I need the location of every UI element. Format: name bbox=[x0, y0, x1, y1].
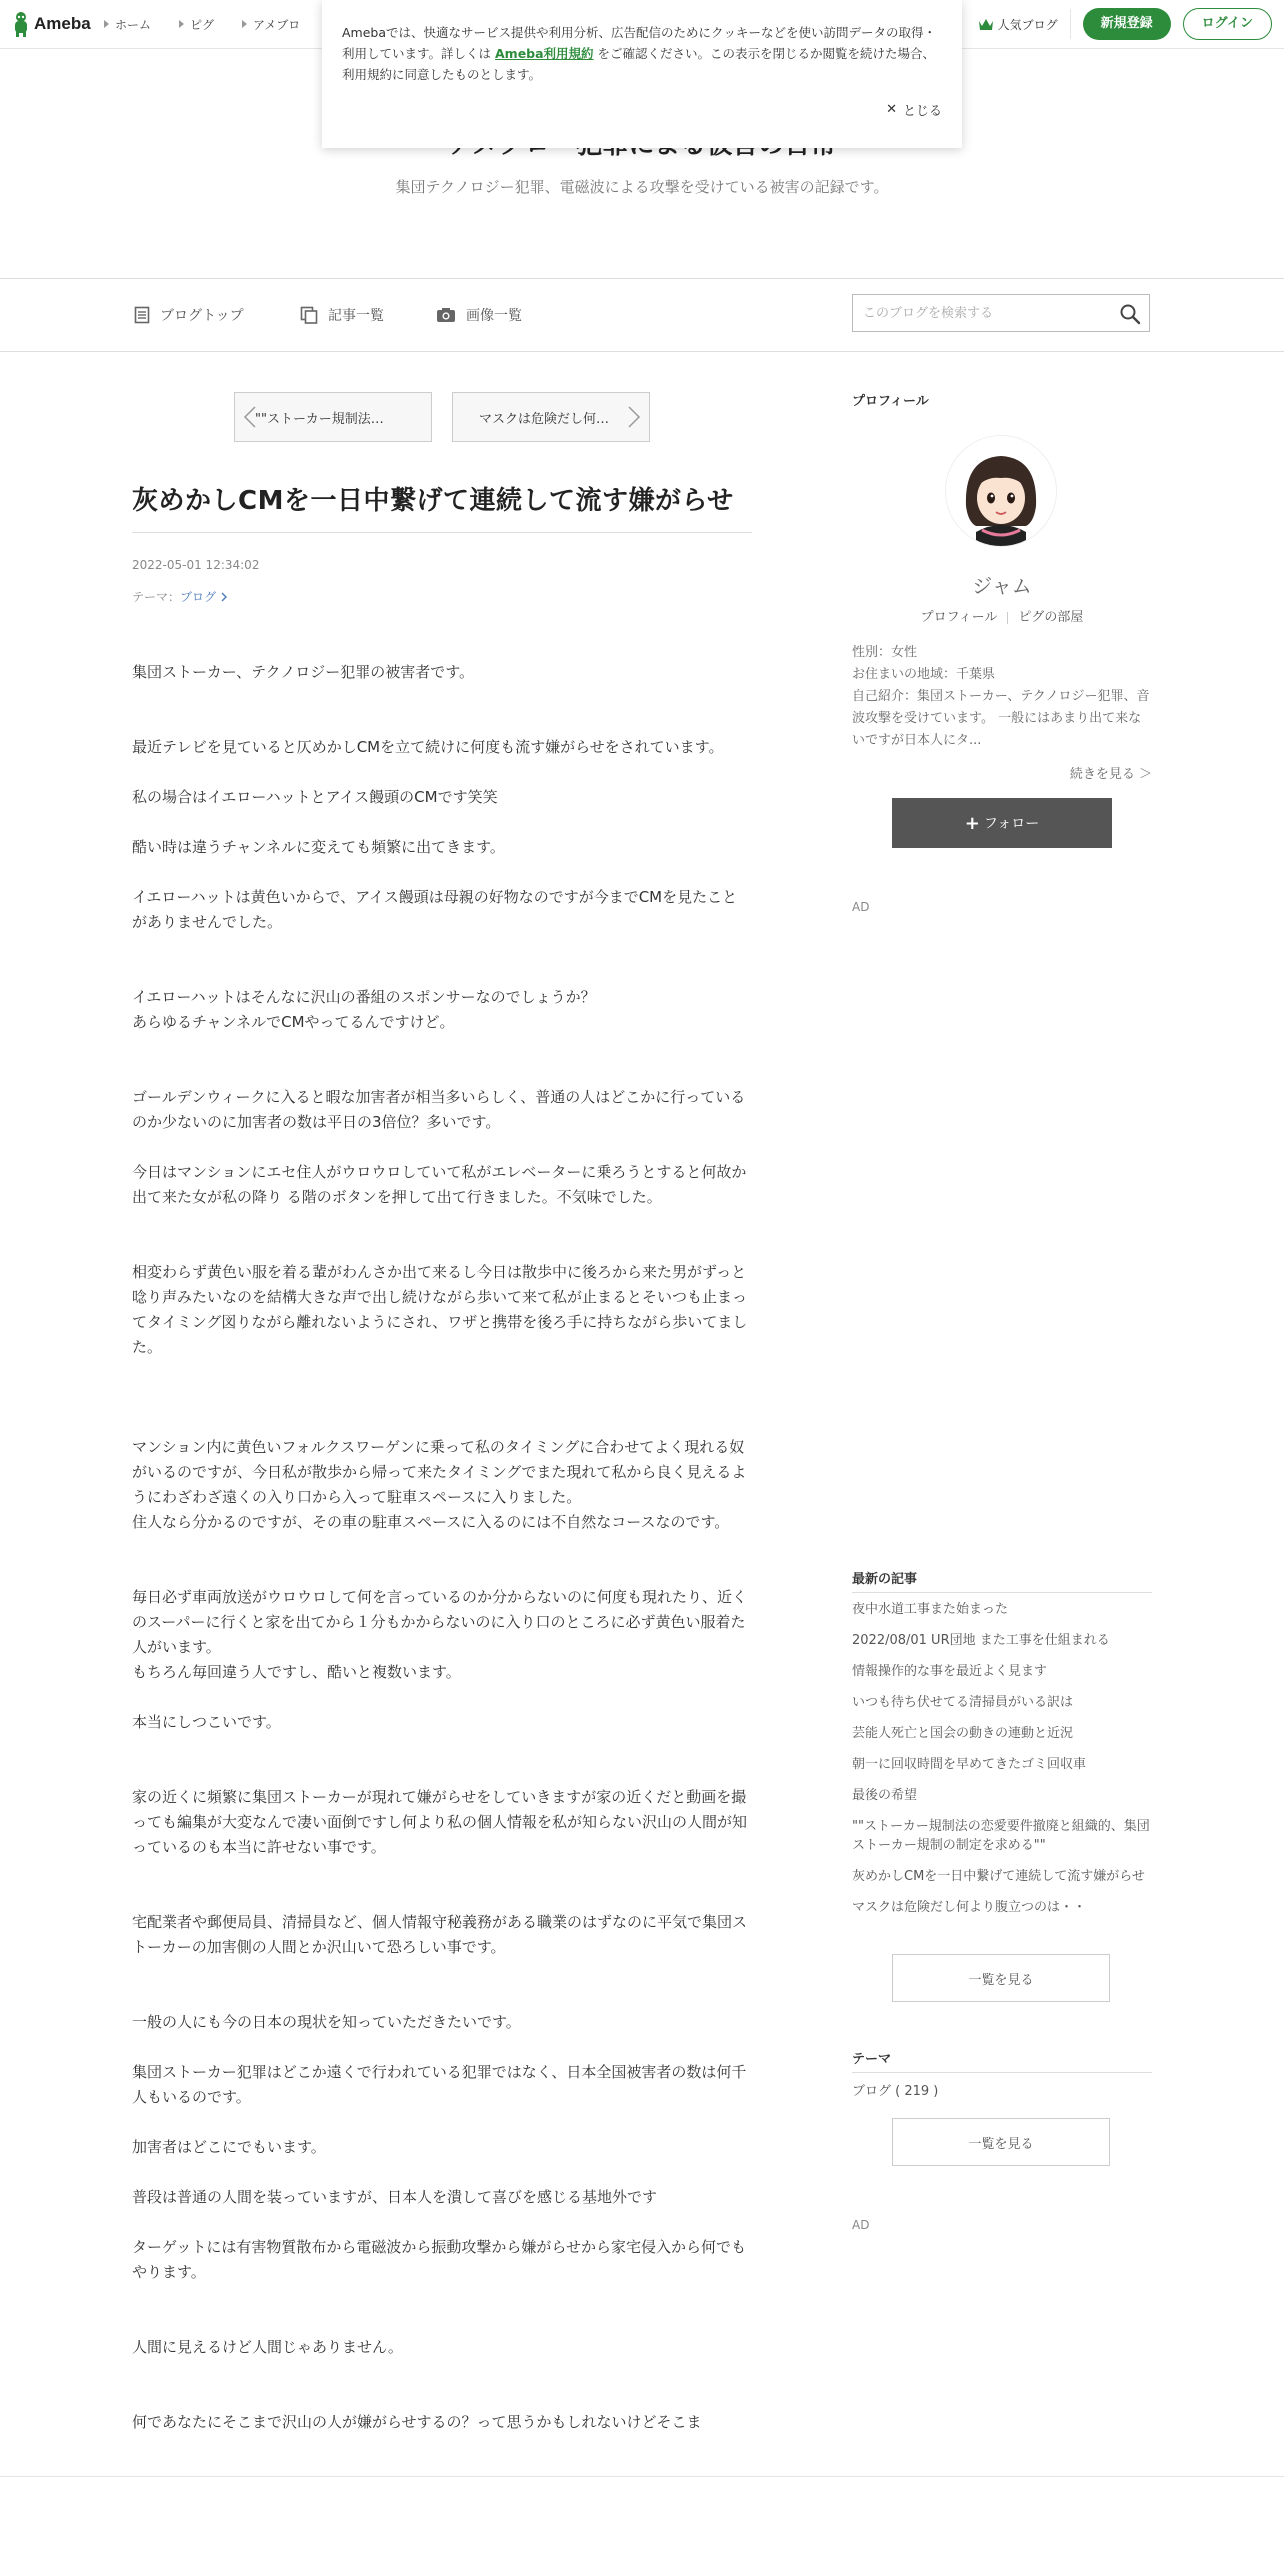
crown-icon bbox=[978, 17, 994, 31]
entry-paragraph: 本当にしつこいです。 bbox=[132, 1713, 281, 1731]
recent-entry-link[interactable]: 芸能人死亡と国会の動きの連動と近況 bbox=[852, 1726, 1074, 1741]
nav-ameblo[interactable] bbox=[242, 16, 300, 33]
ameba-logo[interactable] bbox=[12, 10, 91, 38]
entry-paragraph: 人間に見えるけど人間じゃありません。 bbox=[132, 2338, 403, 2356]
entry-title: 灰めかしCMを一日中繋げて連続して流す嫌がらせ bbox=[132, 486, 734, 516]
entry-paragraph: 何であなたにそこまで沢山の人が嫌がらせするの？って思うかもしれないけどそこま bbox=[132, 2413, 702, 2431]
recent-heading: 最新の記事 bbox=[852, 1572, 918, 1587]
section-divider bbox=[852, 2072, 1152, 2073]
nav-home[interactable] bbox=[104, 16, 151, 33]
register-button[interactable]: 新規登録 bbox=[1083, 8, 1171, 40]
entry-paragraph: イエローハットは黄色いからで、アイス饅頭は母親の好物なのですが今までCMを見たことがありませんでした。 bbox=[132, 888, 738, 931]
entry-paragraph: 一般の人にも今の日本の現状を知っていただきたいです。 bbox=[132, 2013, 521, 2031]
profile-link[interactable]: プロフィール bbox=[920, 610, 998, 625]
recent-entry-link[interactable]: 情報操作的な事を最近よく見ます bbox=[852, 1664, 1048, 1679]
recent-list-more-button[interactable]: 一覧を見る bbox=[892, 1954, 1110, 2002]
entry-paragraph: 加害者はどこにでもいます。 bbox=[132, 2138, 326, 2156]
cookie-close-label: とじる bbox=[902, 104, 942, 119]
close-icon: ✕ bbox=[886, 102, 897, 117]
header-actions bbox=[978, 0, 1272, 48]
blog-top-label: ブログトップ bbox=[160, 308, 244, 324]
ad-label: AD bbox=[852, 2218, 870, 2232]
profile-location: お住まいの地域：千葉県 bbox=[852, 667, 996, 682]
prev-entry-label: ""ストーカー規制法… bbox=[255, 411, 384, 427]
global-nav bbox=[104, 0, 300, 48]
nav-ameblo-label: アメブロ bbox=[253, 17, 301, 32]
nav-pigg[interactable] bbox=[179, 16, 214, 33]
chevron-left-icon bbox=[243, 406, 257, 428]
theme-heading: テーマ bbox=[852, 2052, 892, 2067]
login-button[interactable]: ログイン bbox=[1183, 8, 1272, 40]
cookie-text-after: をご確認ください。この表示を閉じるか閲覧を続けた場合、利用規約に同意したものとします。 bbox=[342, 46, 936, 82]
profile-heading: プロフィール bbox=[852, 394, 929, 409]
entry-paragraph: ゴールデンウィークに入ると暇な加害者が相当多いらしく、普通の人はどこかに行っているのか少ないのに加害者の数は平日の3倍位？多いです。 bbox=[132, 1088, 746, 1131]
cookie-text-before: Amebaでは、快適なサービス提供や利用分析、広告配信のためにクッキーなどを使い訪問データの取得・利用しています。詳しくは bbox=[342, 25, 937, 61]
theme-item-link[interactable]: ブログ ( 219 ) bbox=[852, 2084, 939, 2099]
copy-icon bbox=[300, 306, 318, 324]
ad-label: AD bbox=[852, 900, 870, 914]
recent-entry-link[interactable]: ""ストーカー規制法の恋愛要件撤廃と組織的、集団ストーカー規制の制定を求める"" bbox=[852, 1819, 1150, 1853]
blog-search bbox=[852, 294, 1150, 332]
blog-search-input[interactable] bbox=[853, 295, 1123, 331]
recent-entries-list bbox=[852, 1600, 1152, 1929]
entry-paragraph: ターゲットには有害物質散布から電磁波から振動攻撃から嫌がらせから家宅侵入から何でもやります。 bbox=[132, 2238, 746, 2281]
entry-paragraph: 酷い時は違うチャンネルに変えても頻繁に出てきます。 bbox=[132, 838, 505, 856]
profile-name[interactable]: ジャム bbox=[972, 574, 1032, 598]
divider bbox=[1007, 612, 1008, 624]
ameba-mascot-icon bbox=[12, 11, 30, 37]
next-entry-link[interactable] bbox=[452, 392, 650, 442]
blog-nav bbox=[0, 279, 1284, 352]
image-list-link[interactable] bbox=[436, 305, 522, 325]
cookie-close-button[interactable] bbox=[886, 100, 942, 119]
caret-right-icon bbox=[179, 20, 184, 28]
entry-paragraph: 最近テレビを見ていると仄めかしCMを立て続けに何度も流す嫌がらせをされています。 bbox=[132, 738, 724, 756]
entry-body bbox=[132, 660, 752, 2435]
follow-button[interactable] bbox=[892, 798, 1112, 848]
chevron-right-icon bbox=[627, 406, 641, 428]
cookie-text bbox=[342, 22, 942, 85]
entry-paragraph: 毎日必ず車両放送がウロウロして何を言っているのか分からないのに何度も現れたり、近くのスーパーに行くと家を出てから１分もかからないのに入り口のところに必ず黄色い服着た人がいます。 もちろん毎回違う人ですし、酷いと複数います。 bbox=[132, 1588, 748, 1681]
terms-link[interactable]: Ameba利用規約 bbox=[495, 46, 594, 61]
avatar-illustration bbox=[946, 436, 1056, 546]
theme-label: テーマ： bbox=[132, 590, 181, 604]
recent-entry-link[interactable]: 朝一に回収時間を早めてきたゴミ回収車 bbox=[852, 1757, 1087, 1772]
recent-entry-link[interactable]: 2022/08/01 UR団地 また工事を仕組まれる bbox=[852, 1633, 1110, 1648]
avatar[interactable] bbox=[946, 436, 1056, 546]
follow-label: フォロー bbox=[983, 816, 1040, 832]
entry-paragraph: 普段は普通の人間を装っていますが、日本人を潰して喜びを感じる基地外です bbox=[132, 2188, 658, 2206]
plus-icon: + bbox=[964, 812, 980, 834]
popular-label: 人気ブログ bbox=[997, 17, 1058, 32]
entry-paragraph: イエローハットはそんなに沢山の番組のスポンサーなのでしょうか？ あらゆるチャンネルでCMやってるんですけど。 bbox=[132, 988, 596, 1031]
recent-entry-link[interactable]: 夜中水道工事また始まった bbox=[852, 1602, 1009, 1617]
caret-right-icon bbox=[104, 20, 109, 28]
profile-info bbox=[852, 642, 1152, 752]
entry-paragraph: 私の場合はイエローハットとアイス饅頭のCMです笑笑 bbox=[132, 788, 498, 806]
camera-icon bbox=[436, 307, 456, 323]
entry-paragraph: 宅配業者や郵便局員、清掃員など、個人情報守秘義務がある職業のはずなのに平気で集団ストーカーの加害側の人間とか沢山いて恐ろしい事です。 bbox=[132, 1913, 748, 1956]
blog-top-link[interactable] bbox=[134, 305, 244, 325]
popular-blogs-link[interactable] bbox=[978, 9, 1071, 39]
profile-gender: 性別：女性 bbox=[852, 645, 918, 660]
profile-links bbox=[852, 606, 1152, 625]
pigg-room-link[interactable]: ピグの部屋 bbox=[1018, 610, 1084, 625]
page-footer-edge bbox=[0, 2476, 1284, 2569]
profile-intro: 自己紹介：集団ストーカー、テクノロジー犯罪、音波攻撃を受けています。 一般にはあまり出て来ないですが日本人にタ... bbox=[852, 689, 1150, 748]
entry-list-link[interactable] bbox=[300, 305, 384, 325]
document-icon bbox=[134, 306, 150, 324]
entry-paragraph: マンション内に黄色いフォルクスワーゲンに乗って私のタイミングに合わせてよく現れる奴がいるのですが、今日私が散歩から帰って来たタイミングでまた現れて私から良く見えるようにわざわざ遠くの入り口から入って駐車スペースに入りました。 住人なら分かるのですが、その車の駐車スペースに入るのには不自然なコースなのです。 bbox=[132, 1438, 747, 1531]
recent-entry-link[interactable]: 灰めかしCMを一日中繋げて連続して流す嫌がらせ bbox=[852, 1869, 1145, 1884]
cookie-banner bbox=[322, 0, 962, 148]
section-divider bbox=[852, 1592, 1152, 1593]
entry-paragraph: 家の近くに頻繁に集団ストーカーが現れて嫌がらせをしていきますが家の近くだと動画を撮っても編集が大変なんで凄い面倒ですし何より私の個人情報を私が知らない沢山の人間が知っているのも本当に許せない事です。 bbox=[132, 1788, 748, 1856]
entry-paragraph: 集団ストーカー、テクノロジー犯罪の被害者です。 bbox=[132, 663, 475, 681]
nav-home-label: ホーム bbox=[115, 17, 152, 32]
theme-list-more-button[interactable]: 一覧を見る bbox=[892, 2118, 1110, 2166]
prev-entry-link[interactable] bbox=[234, 392, 432, 442]
recent-entry-link[interactable]: 最後の希望 bbox=[852, 1788, 918, 1803]
blog-description: 集団テクノロジー犯罪、電磁波による攻撃を受けている被害の記録です。 bbox=[395, 178, 889, 196]
entry-theme bbox=[132, 588, 229, 605]
chevron-right-icon bbox=[219, 592, 229, 602]
logo-text: Ameba bbox=[34, 14, 91, 33]
title-divider bbox=[132, 532, 752, 533]
entry-paragraph: 今日はマンションにエセ住人がウロウロしていて私がエレベーターに乗ろうとすると何故か出て来た女が私の降り る階のボタンを押して出て行きました。不気味でした。 bbox=[132, 1163, 747, 1206]
next-entry-label: マスクは危険だし何… bbox=[479, 411, 610, 427]
nav-pigg-label: ピグ bbox=[190, 17, 215, 32]
entry-list-label: 記事一覧 bbox=[328, 308, 384, 324]
entry-paragraph: 集団ストーカー犯罪はどこか遠くで行われている犯罪ではなく、日本全国被害者の数は何千人もいるのです。 bbox=[132, 2063, 747, 2106]
entry-date: 2022-05-01 12:34:02 bbox=[132, 558, 260, 572]
recent-entry-link[interactable]: いつも待ち伏せてる清掃員がいる訳は bbox=[852, 1695, 1074, 1710]
recent-entry-link[interactable]: マスクは危険だし何より腹立つのは・・ bbox=[852, 1900, 1087, 1915]
image-list-label: 画像一覧 bbox=[466, 308, 522, 324]
profile-read-more-link[interactable]: 続きを見る ＞ bbox=[1069, 767, 1152, 782]
entry-paragraph: 相変わらず黄色い服を着る輩がわんさか出て来るし今日は散歩中に後ろから来た男がずっと唸り声みたいなのを結構大きな声で出し続けながら歩いて来て私が止まるとそいつも止まってタイミング図りながら離れないようにされ、ワザと携帯を後ろ手に持ちながら歩いてました。 bbox=[132, 1263, 748, 1356]
theme-link[interactable]: ブログ bbox=[180, 590, 217, 604]
search-icon[interactable] bbox=[1119, 303, 1141, 325]
caret-right-icon bbox=[242, 20, 247, 28]
